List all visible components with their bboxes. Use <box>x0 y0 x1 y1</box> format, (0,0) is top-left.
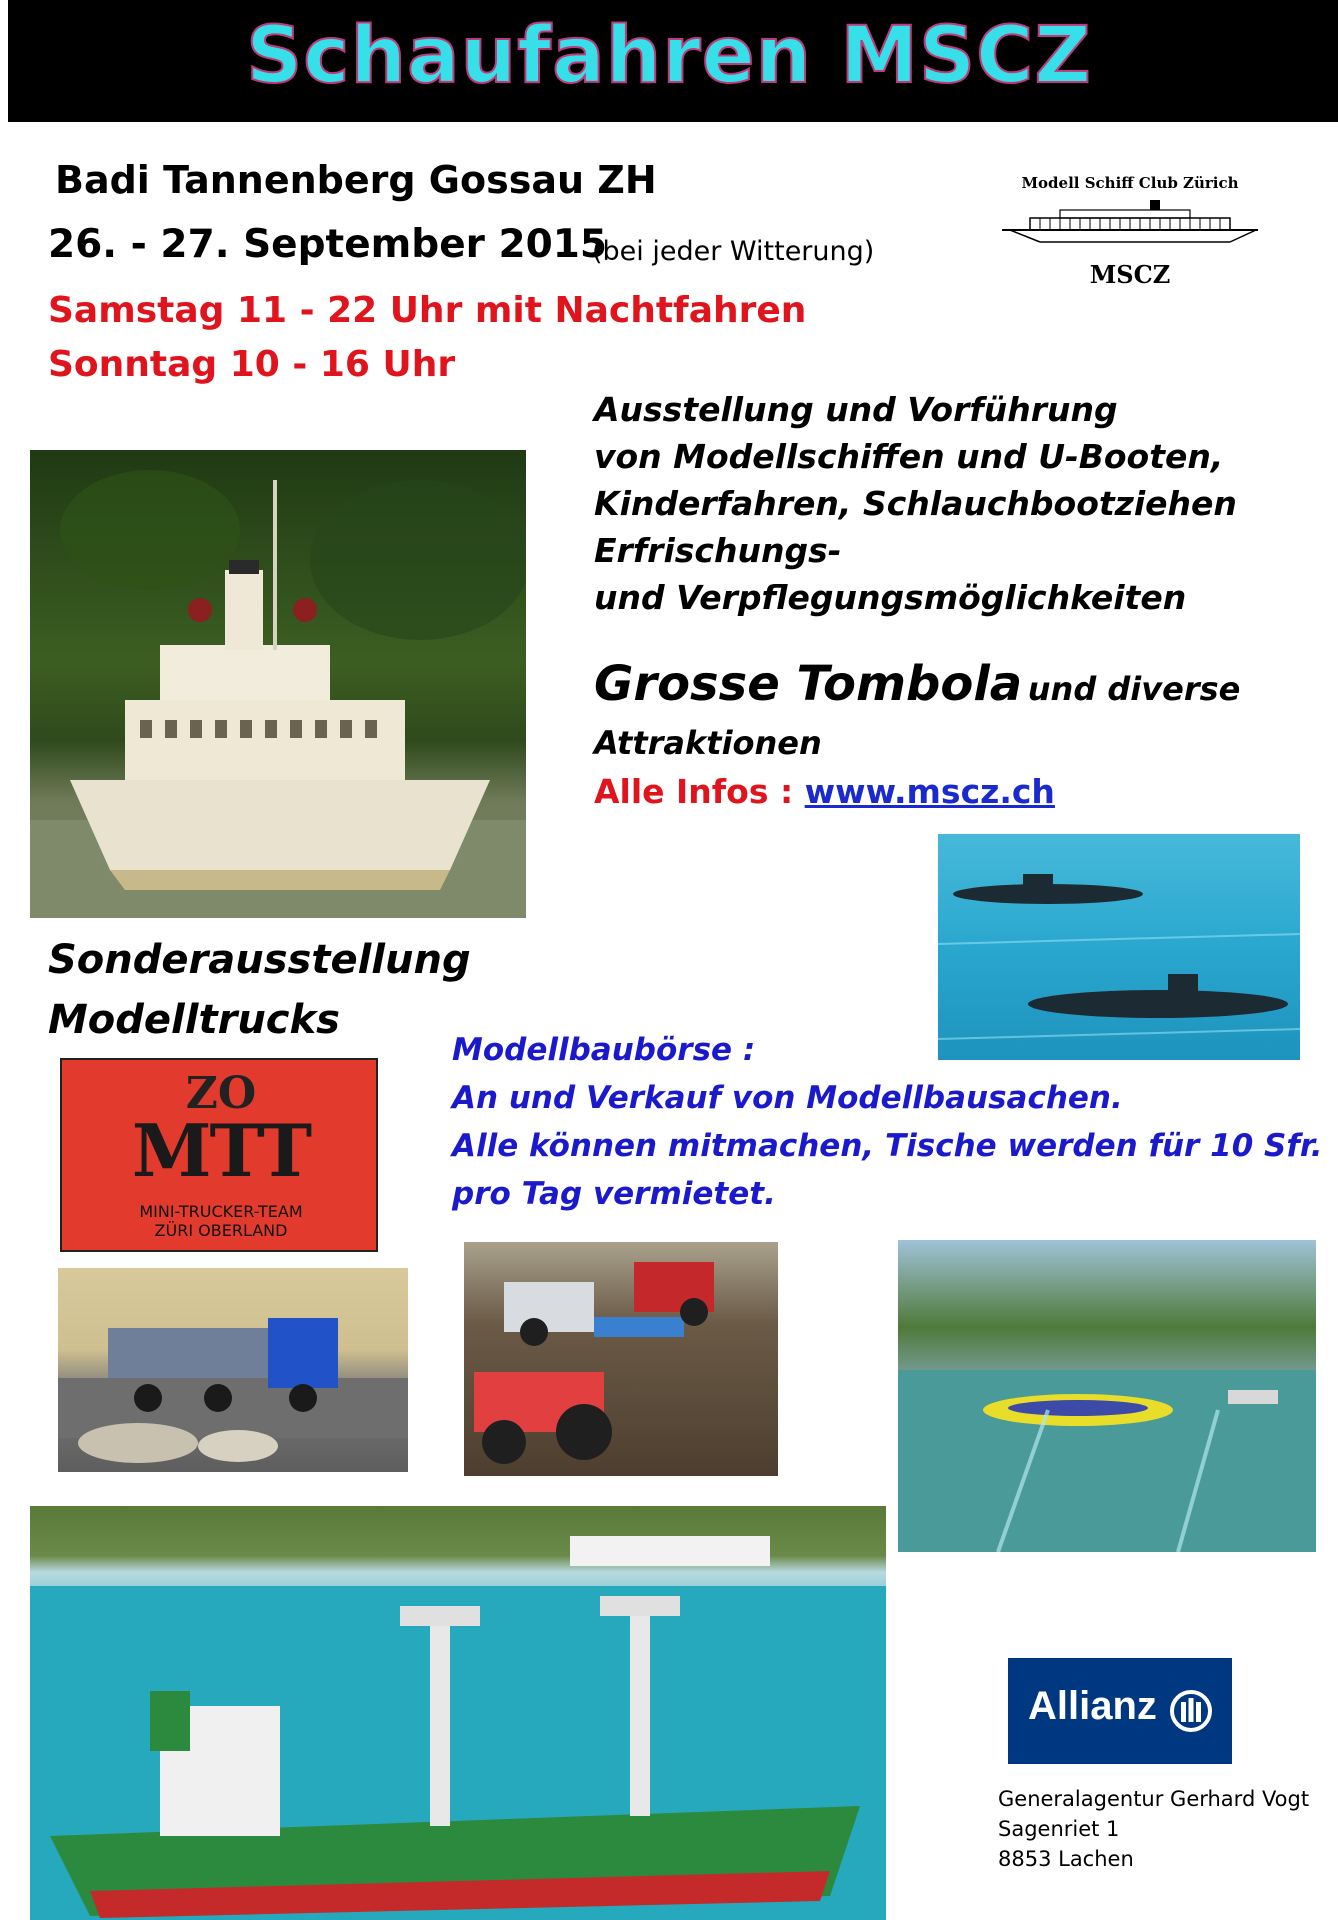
page-title: Schaufahren MSCZ <box>246 11 1092 101</box>
club-logo-top-text: Modell Schiff Club Zürich <box>1021 174 1239 192</box>
program-line: von Modellschiffen und U-Booten, <box>594 437 1224 476</box>
allianz-eagle-icon <box>1168 1688 1214 1734</box>
mtt-logo <box>60 1058 378 1252</box>
sponsor-line: Sagenriet 1 <box>998 1817 1120 1841</box>
mtt-line-2: ZÜRI OBERLAND <box>154 1221 288 1240</box>
saturday-hours: Samstag 11 - 22 Uhr mit Nachtfahren <box>48 290 807 331</box>
event-date: 26. - 27. September 2015 <box>48 222 608 267</box>
program-line: und Verpflegungsmöglichkeiten <box>594 578 1187 617</box>
paddle-steamer-photo <box>30 450 526 918</box>
inflatable-boat-icon <box>898 1240 1316 1552</box>
allianz-logo <box>1008 1658 1232 1764</box>
mtt-letters: MTT <box>131 1108 311 1193</box>
infos-line <box>594 772 1055 811</box>
weather-note: (bei jeder Witterung) <box>592 236 875 267</box>
infos-link[interactable]: www.mscz.ch <box>804 772 1055 811</box>
sponsor-address <box>998 1784 1309 1874</box>
mtt-number: ZO <box>185 1068 257 1119</box>
boerse-line: An und Verkauf von Modellbausachen. <box>452 1080 1123 1116</box>
cargo-ship-photo <box>30 1506 886 1920</box>
mtt-line-1: MINI-TRUCKER-TEAM <box>139 1202 303 1221</box>
event-location: Badi Tannenberg Gossau ZH <box>55 158 657 202</box>
paddle-steamer-icon <box>1000 200 1260 250</box>
club-logo <box>990 170 1270 290</box>
program-line: Erfrischungs- <box>594 531 842 570</box>
model-steamer-icon <box>30 450 526 918</box>
boerse-line: Alle können mitmachen, Tische werden für 10 Sfr. <box>452 1128 1323 1164</box>
model-cargo-ship-icon <box>30 1506 886 1920</box>
pool-boat-photo <box>898 1240 1316 1552</box>
program-line: Ausstellung und Vorführung <box>594 390 1118 429</box>
allianz-logo-text: Allianz <box>1028 1684 1157 1728</box>
boerse-text <box>452 1026 1323 1218</box>
attractions-text: Attraktionen <box>594 724 822 762</box>
sponsor-line: 8853 Lachen <box>998 1847 1134 1871</box>
special-exhibition <box>48 930 471 1050</box>
program-text <box>594 386 1237 621</box>
model-tractor-icon <box>464 1242 778 1476</box>
boerse-line: Modellbaubörse : <box>452 1032 756 1068</box>
special-line-2: Modelltrucks <box>48 997 340 1043</box>
tractor-photo <box>464 1242 778 1476</box>
sunday-hours: Sonntag 10 - 16 Uhr <box>48 344 456 385</box>
sponsor-line: Generalagentur Gerhard Vogt <box>998 1787 1310 1811</box>
tombola-rest: und diverse <box>1027 670 1241 708</box>
model-truck-icon <box>58 1268 408 1472</box>
program-line: Kinderfahren, Schlauchbootziehen <box>594 484 1237 523</box>
boerse-line: pro Tag vermietet. <box>452 1176 776 1212</box>
special-line-1: Sonderausstellung <box>48 937 471 983</box>
tombola-line <box>594 656 1240 712</box>
truck-photo <box>58 1268 408 1472</box>
club-logo-bottom-text: MSCZ <box>1089 260 1171 289</box>
infos-label: Alle Infos : <box>594 772 805 811</box>
tombola-big: Grosse Tombola <box>594 656 1023 712</box>
